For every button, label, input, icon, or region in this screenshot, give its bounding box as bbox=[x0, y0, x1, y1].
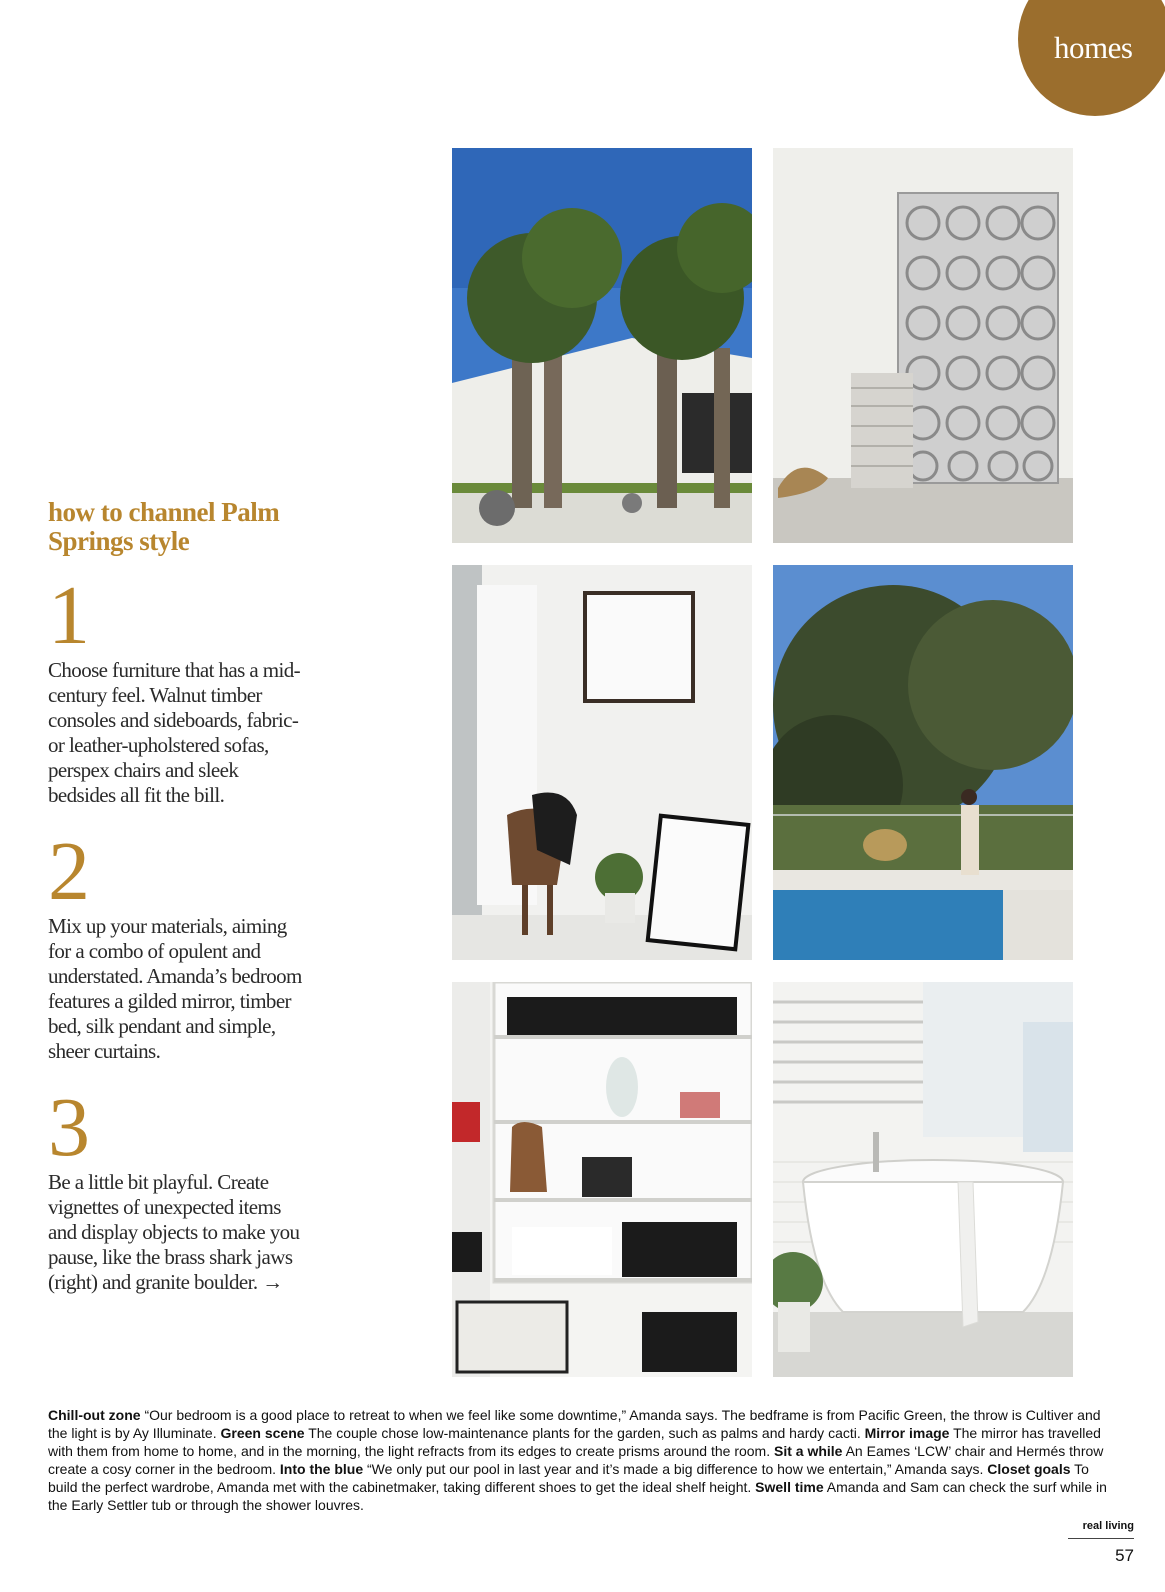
photo-captions bbox=[48, 1406, 1114, 1514]
photo-eames-chair bbox=[452, 565, 752, 960]
caption-text: The couple chose low-maintenance plants for the garden, such as palms and hardy cacti. bbox=[308, 1425, 861, 1441]
photo-wardrobe-shoes bbox=[452, 982, 752, 1377]
caption-text: An Eames ‘LCW’ chair and Hermés throw create a cosy corner in the bedroom. bbox=[48, 1443, 1104, 1477]
tip-text: Be a little bit playful. Create vignettes of unexpected items and display objects to make you pause, like the brass shark jaws (right) and granite boulder. → bbox=[48, 1170, 300, 1294]
tip-number: 2 bbox=[48, 825, 90, 918]
caption-heading: Swell time bbox=[755, 1479, 824, 1495]
tips-title: how to channel Palm Springs style bbox=[48, 497, 280, 556]
photo-octagon-mirror bbox=[773, 148, 1073, 543]
caption-text: “Our bedroom is a good place to retreat to when we feel like some downtime,” Amanda says. The bedframe is from Pacific Green, the throw is Cultiver and the light is by Ay Illuminate. bbox=[48, 1407, 1101, 1441]
tip-3 bbox=[48, 1081, 308, 1295]
tip-1 bbox=[48, 569, 308, 808]
caption-text: To build the perfect wardrobe, Amanda met with the cabinetmaker, taking different shoes to get the ideal shelf height. bbox=[48, 1461, 1089, 1495]
caption-heading: Mirror image bbox=[864, 1425, 950, 1441]
caption-heading: Green scene bbox=[220, 1425, 305, 1441]
footer-brand: real living bbox=[1082, 1520, 1134, 1532]
caption-text: Amanda and Sam can check the surf while in the Early Settler tub or through the shower louvres. bbox=[48, 1479, 1107, 1513]
tip-number: 3 bbox=[48, 1081, 90, 1174]
tip-text: Choose furniture that has a mid-century feel. Walnut timber consoles and sideboards, fabric- or leather-upholstered sofas, perspex chairs and sleek bedsides all fit the bill. bbox=[48, 658, 300, 807]
tips-column bbox=[48, 498, 308, 1295]
tip-text: Mix up your materials, aiming for a combo of opulent and understated. Amanda’s bedroom features a gilded mirror, timber bed, silk pendant and simple, sheer curtains. bbox=[48, 914, 302, 1063]
caption-text: “We only put our pool in last year and it’s made a big difference to how we entertain,” Amanda says. bbox=[367, 1461, 984, 1477]
photo-pool bbox=[773, 565, 1073, 960]
photo-bathtub bbox=[773, 982, 1073, 1377]
caption-heading: Chill-out zone bbox=[48, 1407, 141, 1423]
footer-divider bbox=[1068, 1538, 1134, 1539]
page-number: 57 bbox=[1115, 1546, 1134, 1565]
tip-2 bbox=[48, 825, 308, 1064]
caption-heading: Sit a while bbox=[774, 1443, 843, 1459]
caption-heading: Closet goals bbox=[987, 1461, 1071, 1477]
section-badge-label: homes bbox=[1054, 30, 1133, 65]
caption-text: The mirror has travelled with them from home to home, and in the morning, the light refracts from its edges to create prisms around the room. bbox=[48, 1425, 1101, 1459]
caption-heading: Into the blue bbox=[279, 1461, 364, 1477]
tip-number: 1 bbox=[48, 569, 90, 662]
photo-palm-trees bbox=[452, 148, 752, 543]
